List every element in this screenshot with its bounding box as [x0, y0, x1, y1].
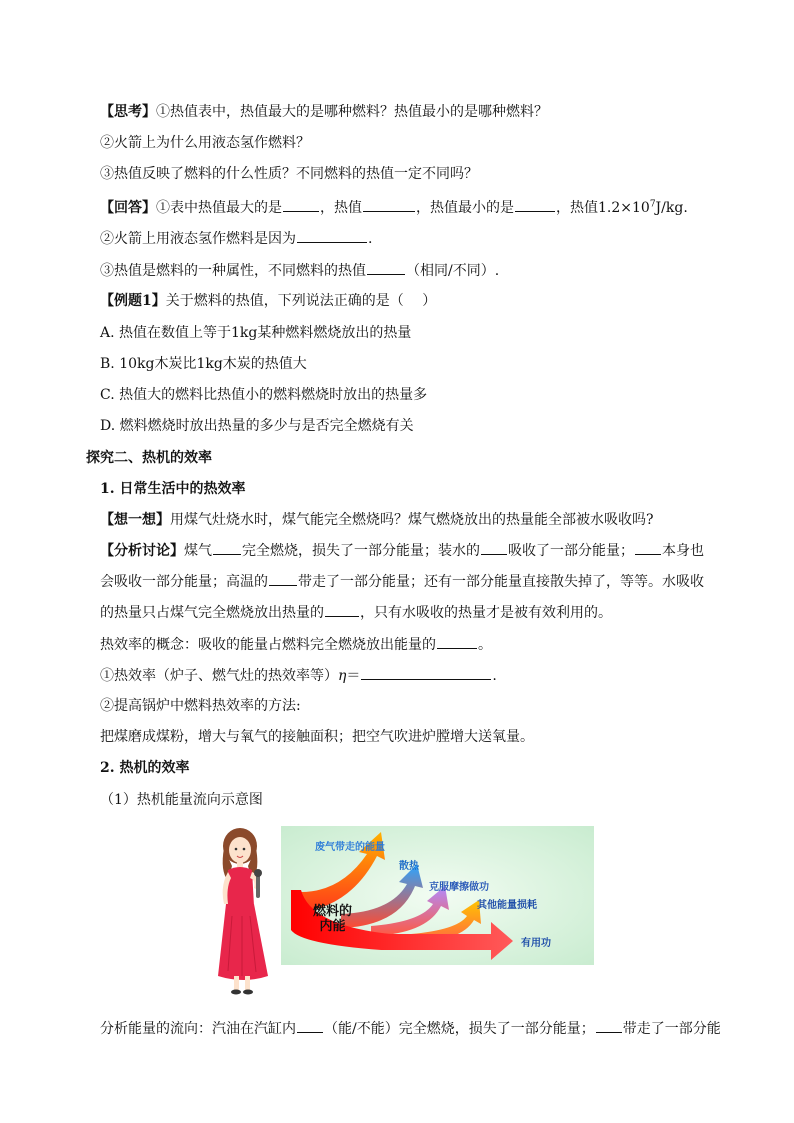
- answer-2: ②火箭上用液态氢作燃料是因为 .: [100, 228, 372, 249]
- analysis-blank[interactable]: [297, 1018, 323, 1033]
- discussion-blank[interactable]: [635, 540, 661, 555]
- label-waste-gas: 废气带走的能量: [315, 842, 385, 853]
- formula-blank[interactable]: [361, 665, 491, 680]
- answer-blank[interactable]: [363, 197, 415, 212]
- energy-flow-diagram: [281, 826, 594, 965]
- discussion-blank[interactable]: [213, 540, 241, 555]
- answer-blank[interactable]: [283, 197, 319, 212]
- answer-blank[interactable]: [297, 228, 367, 243]
- example-option-c[interactable]: C. 热值大的燃料比热值小的燃料燃烧时放出的热量多: [100, 387, 428, 403]
- answer-3: ③热值是燃料的一种属性，不同燃料的热值 （相同/不同）.: [100, 260, 499, 281]
- example-option-a[interactable]: A. 热值在数值上等于1kg某种燃料燃烧放出的热量: [100, 325, 412, 341]
- label-useful-work: 有用功: [521, 938, 551, 949]
- improve-method-title: ②提高锅炉中燃料热效率的方法:: [100, 698, 301, 714]
- example-option-d[interactable]: D. 燃料燃烧时放出热量的多少与是否完全燃烧有关: [100, 418, 414, 434]
- example-stem: 【例题1】关于燃料的热值，下列说法正确的是（ ）: [100, 293, 437, 309]
- efficiency-formula: ①热效率（炉子、燃气灶的热效率等）η＝ .: [100, 665, 497, 686]
- answer-blank[interactable]: [367, 260, 405, 275]
- label-other-loss: 其他能量损耗: [477, 900, 537, 911]
- discussion-blank[interactable]: [481, 540, 507, 555]
- answer-blank[interactable]: [515, 197, 555, 212]
- concept-blank[interactable]: [437, 634, 477, 649]
- answer-tag: 【回答】: [100, 200, 156, 216]
- section-title: 探究二、热机的效率: [86, 450, 212, 466]
- analysis-blank[interactable]: [596, 1018, 622, 1033]
- example-option-b[interactable]: B. 10kg木炭比1kg木炭的热值大: [100, 356, 307, 372]
- think-more: 【想一想】用煤气灶烧水时，煤气能完全燃烧吗？煤气燃烧放出的热量能全部被水吸收吗?: [100, 512, 654, 528]
- think-tag: 【思考】: [100, 104, 156, 120]
- discussion-blank[interactable]: [325, 602, 359, 617]
- fuel-energy-label: 燃料的 内能: [313, 904, 353, 934]
- discussion-blank[interactable]: [269, 571, 297, 586]
- figure-caption: （1）热机能量流向示意图: [100, 792, 263, 808]
- answer-1: 【回答】①表中热值最大的是 ，热值 ，热值最小的是 ，热值$1.2\times 10^7J/kg$.: [100, 197, 688, 218]
- subsection-1-title: 1. 日常生活中的热效率: [100, 481, 246, 497]
- analysis-discussion: 【分析讨论】煤气 完全燃烧，损失了一部分能量；装水的 吸收了一部分能量； 本身也会吸收一部分能量；高温的 带走了一部分能量；还有一部分能量直接散失掉了，等等。水吸收的热量只占煤气完全燃烧放出热量的 ，只有水吸收的热量才是被有效利用的。: [100, 536, 712, 629]
- think-question-2: ②火箭上为什么用液态氢作燃料？: [100, 135, 310, 151]
- label-heat-dissipation: 散热: [399, 861, 419, 872]
- efficiency-concept: 热效率的概念：吸收的能量占燃料完全燃烧放出能量的 。: [100, 634, 492, 655]
- subsection-2-title: 2. 热机的效率: [100, 760, 190, 776]
- energy-flow-analysis: 分析能量的流向：汽油在汽缸内 （能/不能）完全燃烧，损失了一部分能量； 带走了一部分能: [100, 1018, 721, 1039]
- label-friction: 克服摩擦做功: [429, 882, 489, 893]
- think-question-3: ③热值反映了燃料的什么性质？不同燃料的热值一定不同吗？: [100, 166, 478, 182]
- example-tag: 【例题1】: [100, 293, 166, 309]
- think-question-1: 【思考】①热值表中，热值最大的是哪种燃料？热值最小的是哪种燃料？: [100, 104, 548, 120]
- improve-method: 把煤磨成煤粉，增大与氧气的接触面积；把空气吹进炉膛增大送氧量。: [100, 729, 534, 745]
- girl-illustration: [216, 826, 272, 996]
